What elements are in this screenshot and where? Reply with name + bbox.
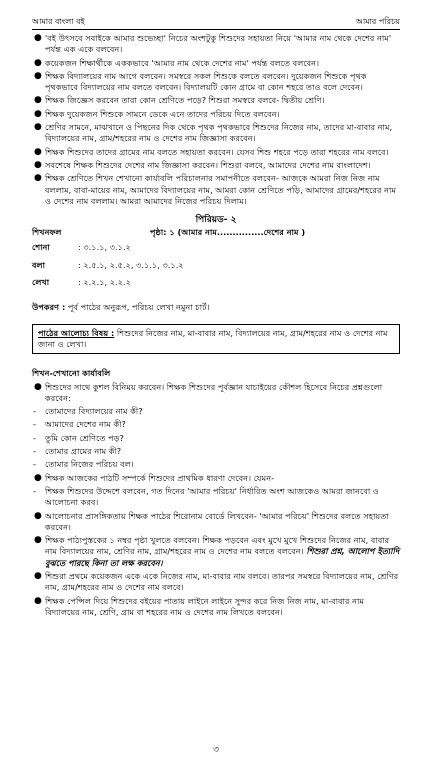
period-title: পিরিয়ড- ২ [195,215,237,226]
list-item: ● শিক্ষক শ্রেণিতে শিখন শেখানো কার্যাবলি পরিচালনার সমাপনীতে বলবেন- আজকে আমরা নিজ নিজ নাম বললাম, বাবা-মায়ের নাম, আমাদের বিদ্যালয়ের নাম, আমরা কোন শ্রেণিতে পড়ি, আমাদের গ্রামের/শহরের নাম ও দেশের নাম বললাম। আমরা আমাদের নিজের পরিচয় দিলাম। [34,173,396,206]
running-header [32,16,400,28]
outcomes-header-row [32,227,400,239]
list-item: ● শিক্ষক পেন্সিল দিয়ে শিশুদের বইয়ের পাতায় লাইনে লাইনে সুন্দর করে নিজ নিজ নাম, মা-বাবার নাম বিদ্যালয়ের নাম, শ্রেণি, গ্রাম বা শহরের নাম ও দেশের নাম লিখতে বলবেন। [34,595,364,617]
outcomes-table [32,242,400,288]
question-item: - তোমার নিজের পরিচয় বল। [33,459,134,470]
bullet-icon: ● [34,108,42,119]
bullet-icon: ● [34,70,42,81]
list-item: ● শিক্ষক শিশুদের তাদের গ্রামের নাম বলতে সহায়তা করবেন। যেসব শিশু শহরে পড়ে তারা শহরের নাম বলবে। [34,146,389,157]
list-item: ● আলোচনার প্রাসঙ্গিকতায় শিক্ষক পাঠের শিরোনাম বোর্ডে লিখবেন- 'আমার পরিচয়' শিশুদের বলতে সহায়তা করবেন। [34,510,389,532]
list-item: ● শিক্ষক আজকের পাঠটি সম্পর্কে শিশুদের প্রাথমিক ধারণা দেবেন। যেমন- [34,472,275,483]
list-item: ● শিক্ষক দুয়েকজন শিশুকে সামনে ডেকে এনে তাদের পরিচয় দিতে বলবেন। [34,108,280,119]
bullet-icon: ● [34,146,42,157]
outcome-row: লেখা : ২.২.১, ২.২.২ [32,277,131,288]
question-item: - তোমাদের বিদ্যালয়ের নাম কী? [33,406,143,417]
topic-box [32,324,400,355]
question-item: - আমাদের দেশের নাম কী? [33,419,126,430]
list-item: ● শিক্ষক পাঠ্যপুস্তকের ১ নম্বর পৃষ্ঠা খুলতে বলবেন। শিক্ষক পড়বেন এবং মুখে মুখে শিশুদের নিজের নাম, বাবার নাম বিদ্যালয়ের নাম, শ্রেণির নাম, গ্রাম/শহরের নাম ও দেশের নাম বলতে বলবেন। শিশুরা প্রশ্ন, আলোপ ইত্যাদি বুঝতে পারছে কিনা তা লক্ষ করবেন। [34,535,400,568]
page-number: ৩ [213,744,219,755]
instruction-list-1 [32,33,400,207]
list-item: ● শিক্ষক জিজ্ঞেস করবেন তারা কোন শ্রেণিতে পড়ে? শিশুরা সমস্বরে বলবে- দ্বিতীয় শ্রেণি। [34,95,325,106]
bullet-icon: ● [34,510,42,521]
bullet-icon: ● [34,33,42,43]
bullet-icon: ● [34,570,42,581]
topic-text: শিশুদের নিজের নাম, মা-বাবার নাম, বিদ্যালয়ের নাম, গ্রাম/শহরের নাম ও দেশের নাম জানা ও লেখা। [38,327,388,349]
list-item: ● সবশেষে শিক্ষক শিশুদের দেশের নাম জিজ্ঞাসা করবেন। শিশুরা বলবে, আমাদের দেশের নাম বাংলাদেশ। [34,159,371,170]
topic-label: পাঠের আলোচ্য বিষয় : [38,327,115,338]
list-item: ● শিশুদের সাথে কুশল বিনিময় করবেন। শিক্ষক শিশুদের পূর্বজ্ঞান যাচাইয়ের কৌশল হিসেবে নিচের প্রশ্নগুলো করবেন: [34,381,383,403]
emphasis-text: শিশুরা প্রশ্ন, আলোপ ইত্যাদি বুঝতে পারছে কিনা তা লক্ষ করবেন। [45,546,400,568]
bullet-icon: ● [34,381,42,392]
outcome-row: বলা : ২.৫.১, ২.৫.২, ৩.১.১, ৩.১.২ [32,259,184,270]
list-item: ● শিশুরা প্রথমে কয়েকজন একে একে নিজের নাম, মা-বাবার নাম বলবে। তারপর সমস্বরে বিদ্যালয়ের নাম, শ্রেণির নাম, গ্রাম/শহরের নাম ও দেশের নাম বলবে। [34,570,399,593]
list-item: ● 'বই উৎসবে সবাইকে আমার শুভেচ্ছা' নিচের অংশটুকু শিশুদের সহায়তা নিয়ে 'আমার নাম থেকে দেশের নাম' পর্যন্ত এক একে বলবেন। [34,33,392,55]
question-item: - তুমি কোন শ্রেণিতে পড়? [33,432,124,443]
outcome-row: শোনা : ৩.১.১, ৩.১.২ [32,242,131,253]
sub-item: - শিক্ষক শিশুদের উদ্দেশে বলবেন, গত দিনের 'আমার পরিচয়' নির্ধারিত অংশ আজকেও আমরা জানবো ও আলোচনা করব। [33,485,379,508]
bullet-icon: ● [34,122,42,133]
header-book-title: আমার বাংলা বই [32,17,85,26]
materials-line [32,302,400,313]
bullet-icon: ● [34,159,42,170]
bullet-icon: ● [34,472,42,483]
header-chapter-title: আমার পরিচয় [355,17,400,26]
outcomes-heading: শিখনফল [32,227,62,238]
page-reference: পৃষ্ঠা: ১ (আমার নাম...............দেশের নাম ) [150,227,306,238]
materials-label: উপকরণ : [32,302,66,313]
activities-heading: শিখন-শেখানো কার্যাবলি [32,368,111,379]
list-item: ● শিক্ষক বিদ্যালয়ের নাম আগে বলবেন। সমস্বরে সকল শিশুকে বলতে বলবেন। দুয়েকজন শিশুকে পৃথক পৃথকভাবে বিদ্যালয়ের নাম বলতে বলবেন। বিদ্যালয়টি কোন গ্রামে বা কোন শহরে তাও বলে দেবেন। [34,70,367,93]
bullet-icon: ● [34,173,42,184]
bullet-icon: ● [34,95,42,106]
list-item: ● কয়েকজন শিক্ষার্থীকে এককভাবে 'আমার নাম থেকে দেশের নাম' পর্যন্ত বলতে বলবেন। [34,57,319,68]
bullet-icon: ● [34,595,42,606]
bullet-icon: ● [34,57,42,68]
list-item: ● শ্রেণির সামনে, মাঝখানে ও পিছনের দিক থেকে পৃথক পৃথকভাবে শিশুদের নিজের নাম, তাদের মা-বাবার নাম, বিদ্যালয়ের নাম, গ্রাম/শহরের নাম ও দেশের নাম জিজ্ঞাসা করবেন। [34,122,393,144]
question-item: - তোমার গ্রামের নাম কী? [33,446,122,457]
header-rule [32,29,400,30]
bullet-icon: ● [34,535,42,546]
materials-text: পূর্ব পাঠের অনুরূপ, পরিচয় লেখা নমুনা চার্ট। [65,302,210,313]
